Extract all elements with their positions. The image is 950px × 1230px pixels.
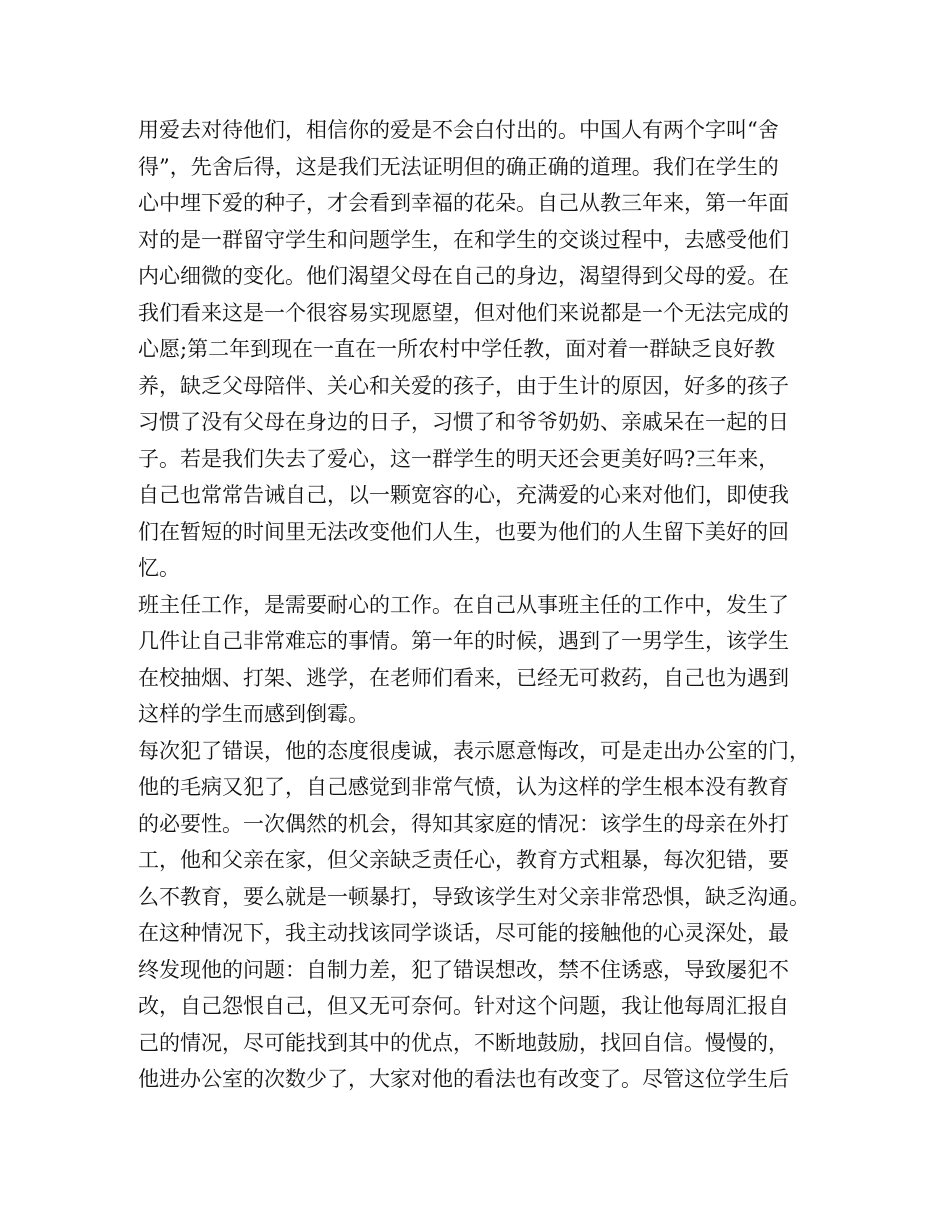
text-line: 习惯了没有父母在身边的日子，习惯了和爷爷奶奶、亲戚呆在一起的日 (138, 410, 789, 434)
text-line: 子。若是我们失去了爱心，这一群学生的明天还会更美好吗?三年来， (138, 446, 780, 471)
text-line: 得”，先舍后得，这是我们无法证明但的确正确的道理。我们在学生的 (138, 154, 779, 179)
text-line: 在这种情况下，我主动找该同学谈话，尽可能的接触他的心灵深处，最 (138, 921, 789, 945)
text-line: 终发现他的问题：自制力差，犯了错误想改，禁不住诱惑，导致屡犯不 (138, 957, 789, 982)
text-line: 这样的学生而感到倒霉。 (138, 702, 369, 726)
text-line: 的必要性。一次偶然的机会，得知其家庭的情况：该学生的母亲在外打 (138, 811, 789, 836)
text-line: 己的情况，尽可能找到其中的优点，不断地鼓励，找回自信。慢慢的， (138, 1030, 789, 1055)
text-line: 心中埋下爱的种子，才会看到幸福的花朵。自己从教三年来，第一年面 (138, 191, 789, 215)
text-line: 自己也常常告诫自己，以一颗宽容的心，充满爱的心来对他们，即使我 (138, 483, 789, 507)
text-line: 每次犯了错误，他的态度很虔诚，表示愿意悔改，可是走出办公室的门， (138, 738, 810, 763)
text-line: 忆。 (138, 556, 180, 580)
text-line: 工，他和父亲在家，但父亲缺乏责任心，教育方式粗暴，每次犯错，要 (138, 848, 789, 872)
text-line: 么不教育，要么就是一顿暴打，导致该学生对父亲非常恐惧，缺乏沟通。 (138, 884, 810, 909)
text-line: 养，缺乏父母陪伴、关心和关爱的孩子，由于生计的原因，好多的孩子 (138, 373, 789, 398)
text-line: 用爱去对待他们，相信你的爱是不会白付出的。中国人有两个字叫“舍 (138, 118, 779, 142)
text-line: 心愿;第二年到现在一直在一所农村中学任教，面对着一群缺乏良好教 (138, 337, 776, 361)
text-line: 们在暂短的时间里无法改变他们人生，也要为他们的人生留下美好的回 (138, 519, 789, 544)
text-line: 在校抽烟、打架、逃学，在老师们看来，已经无可救药，自己也为遇到 (138, 665, 789, 690)
text-line: 他进办公室的次数少了，大家对他的看法也有改变了。尽管这位学生后 (138, 1067, 789, 1091)
text-line: 对的是一群留守学生和问题学生，在和学生的交谈过程中，去感受他们 (138, 227, 789, 252)
document-body (138, 112, 818, 1098)
text-line: 几件让自己非常难忘的事情。第一年的时候，遇到了一男学生，该学生 (138, 629, 789, 653)
text-line: 内心细微的变化。他们渴望父母在自己的身边，渴望得到父母的爱。在 (138, 264, 789, 288)
text-line: 改，自己怨恨自己，但又无可奈何。针对这个问题，我让他每周汇报自 (138, 994, 789, 1018)
text-line: 班主任工作，是需要耐心的工作。在自己从事班主任的工作中，发生了 (138, 592, 789, 617)
text-line: 我们看来这是一个很容易实现愿望，但对他们来说都是一个无法完成的 (138, 300, 789, 325)
text-line: 他的毛病又犯了，自己感觉到非常气愤，认为这样的学生根本没有教育 (138, 775, 789, 799)
